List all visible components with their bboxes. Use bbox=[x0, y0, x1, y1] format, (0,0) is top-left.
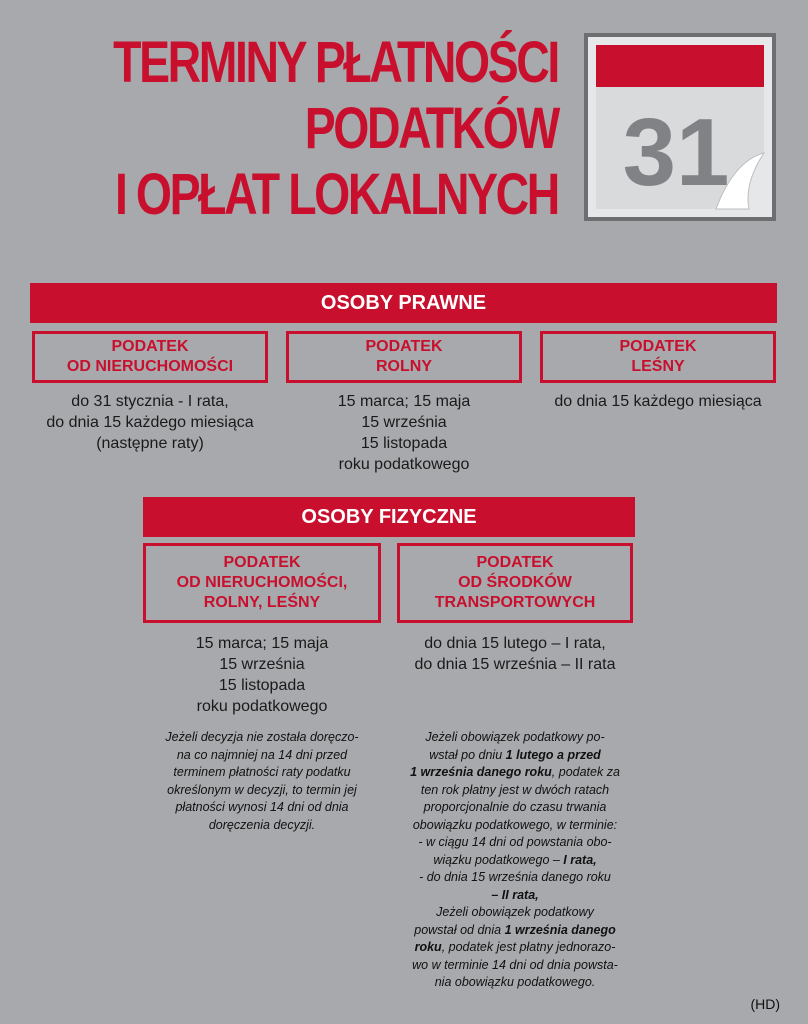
dates-nieruchomosci-prawne bbox=[32, 391, 268, 454]
box-podatek-nieruchomosci-rolny-lesny bbox=[143, 543, 381, 623]
note-line: doręczenia decyzji. bbox=[208, 817, 316, 832]
title-line-2: PODATKÓW bbox=[304, 96, 558, 161]
date-line: 15 listopada bbox=[360, 435, 448, 452]
box-podatek-rolny bbox=[286, 331, 522, 383]
dates-srodki-transportowe bbox=[397, 633, 633, 675]
box-label-line2: OD ŚRODKÓW bbox=[458, 574, 572, 591]
box-label-line2: LEŚNY bbox=[631, 358, 685, 375]
note-decyzja bbox=[143, 729, 381, 834]
date-line: roku podatkowego bbox=[196, 698, 328, 715]
box-podatek-od-nieruchomosci bbox=[32, 331, 268, 383]
section-osoby-fizyczne bbox=[143, 497, 635, 537]
note-line: - do dnia 15 września danego roku bbox=[419, 870, 611, 884]
box-label-line1: PODATEK bbox=[111, 338, 189, 355]
dates-lesny-prawne bbox=[540, 391, 776, 412]
section-heading: OSOBY FIZYCZNE bbox=[301, 505, 477, 528]
note-line: proporcjonalnie do czasu trwania bbox=[423, 800, 607, 814]
date-line: do dnia 15 każdego miesiąca bbox=[554, 393, 762, 410]
note-line: Jeżeli obowiązek podatkowy bbox=[436, 905, 594, 919]
note-line: płatności wynosi 14 dni od dnia bbox=[175, 800, 349, 814]
date-line: do dnia 15 września – II rata bbox=[414, 656, 616, 673]
box-label-line2: OD NIERUCHOMOŚCI bbox=[66, 358, 234, 375]
section-osoby-prawne bbox=[30, 283, 777, 323]
calendar-icon bbox=[584, 33, 776, 221]
date-line: 15 marca; 15 maja bbox=[337, 393, 471, 410]
note-srodki-transportowe bbox=[393, 729, 637, 992]
box-label-line2: ROLNY bbox=[376, 358, 432, 375]
box-label-line2: OD NIERUCHOMOŚCI, bbox=[176, 574, 348, 591]
box-label-line3: TRANSPORTOWYCH bbox=[434, 594, 596, 611]
dates-rolny-prawne bbox=[286, 391, 522, 475]
calendar-day: 31 bbox=[622, 99, 730, 206]
note-line: – II rata, bbox=[491, 887, 539, 902]
section-heading: OSOBY PRAWNE bbox=[320, 291, 487, 314]
note-line: wo w terminie 14 dni od dnia powsta- bbox=[412, 957, 618, 972]
box-label-line3: ROLNY, LEŚNY bbox=[203, 594, 321, 611]
box-label-line1: PODATEK bbox=[619, 338, 697, 355]
note-line: obowiązku podatkowego, w terminie: bbox=[412, 817, 618, 832]
note-line: wstał po dniu 1 lutego a przed bbox=[429, 747, 601, 762]
note-line: 1 września danego roku, podatek za bbox=[410, 765, 620, 779]
date-line: (następne raty) bbox=[96, 435, 204, 452]
box-label-line1: PODATEK bbox=[223, 554, 301, 571]
note-line: ten rok płatny jest w dwóch ratach bbox=[420, 782, 610, 797]
note-line: roku, podatek jest płatny jednorazo- bbox=[414, 940, 616, 954]
date-line: 15 marca; 15 maja bbox=[195, 635, 329, 652]
note-line: nia obowiązku podatkowego. bbox=[434, 975, 596, 989]
box-podatek-lesny bbox=[540, 331, 776, 383]
note-line: terminem płatności raty podatku bbox=[173, 765, 351, 779]
note-line: na co najmniej na 14 dni przed bbox=[176, 747, 348, 762]
title-line-1: TERMINY PŁATNOŚCI bbox=[113, 30, 558, 95]
page-title bbox=[113, 30, 558, 228]
title-line-3: I OPŁAT LOKALNYCH bbox=[115, 162, 559, 227]
date-line: do dnia 15 lutego – I rata, bbox=[424, 635, 606, 652]
note-line: Jeżeli decyzja nie została doręczo- bbox=[165, 730, 359, 744]
date-line: 15 września bbox=[361, 414, 447, 431]
note-line: - w ciągu 14 dni od powstania obo- bbox=[418, 835, 612, 849]
box-label-line1: PODATEK bbox=[365, 338, 443, 355]
note-line: powstał od dnia 1 września danego bbox=[414, 922, 616, 937]
date-line: do dnia 15 każdego miesiąca bbox=[46, 414, 254, 431]
note-line: Jeżeli obowiązek podatkowy po- bbox=[425, 730, 605, 744]
dates-nieruchomosci-fizyczne bbox=[143, 633, 381, 717]
note-line: wiązku podatkowego – I rata, bbox=[433, 852, 597, 867]
date-line: do 31 stycznia - I rata, bbox=[71, 393, 229, 410]
date-line: 15 listopada bbox=[218, 677, 306, 694]
note-line: określonym w decyzji, to termin jej bbox=[167, 782, 357, 797]
date-line: roku podatkowego bbox=[338, 456, 470, 473]
box-label-line1: PODATEK bbox=[476, 554, 554, 571]
date-line: 15 września bbox=[219, 656, 305, 673]
box-podatek-srodki-transportowe bbox=[397, 543, 633, 623]
footer-tag: (HD) bbox=[750, 996, 780, 1012]
